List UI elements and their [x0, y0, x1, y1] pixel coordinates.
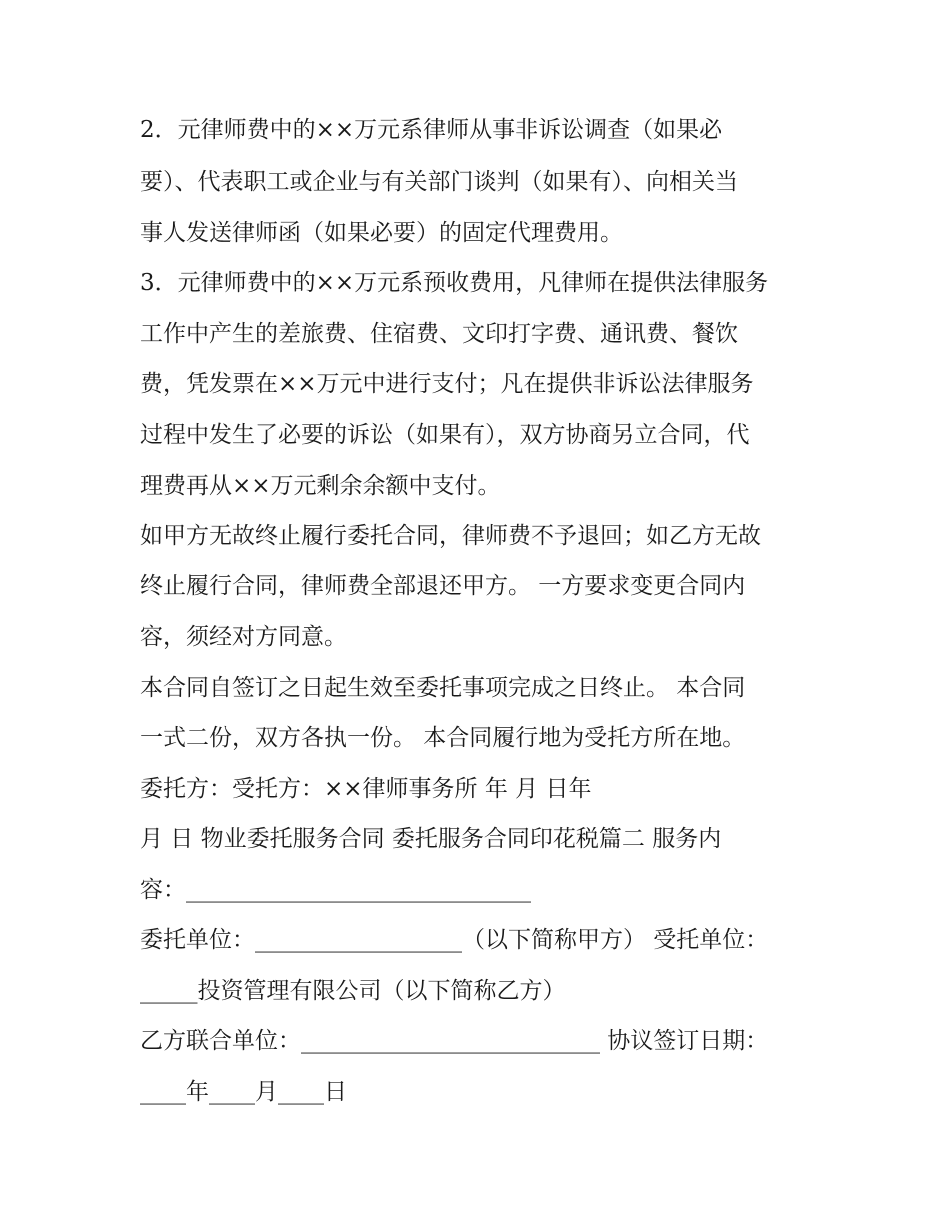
paragraph-line: 月 日 物业委托服务合同 委托服务合同印花税篇二 服务内 [140, 826, 722, 852]
paragraph-line: 容：______________________________ [140, 877, 531, 903]
paragraph-line: 容，须经对方同意。 [140, 624, 347, 650]
paragraph-line: _____投资管理有限公司（以下简称乙方） [140, 978, 566, 1004]
paragraph-line: ____年____月____日 [140, 1079, 347, 1105]
paragraph-line: 事人发送律师函（如果必要）的固定代理费用。 [140, 220, 623, 246]
paragraph-line: 工作中产生的差旅费、住宿费、文印打字费、通讯费、餐饮 [140, 321, 738, 347]
paragraph-line: 委托单位：__________________（以下简称甲方） 受托单位： [140, 927, 769, 953]
paragraph-line: 3．元律师费中的××万元系预收费用，凡律师在提供法律服务 [140, 270, 769, 296]
paragraph-line: 过程中发生了必要的诉讼（如果有），双方协商另立合同，代 [140, 422, 750, 448]
paragraph-line: 委托方：受托方：××律师事务所 年 月 日年 [140, 776, 592, 802]
paragraph-line: 费，凭发票在××万元中进行支付；凡在提供非诉讼法律服务 [140, 371, 754, 397]
paragraph-line: 乙方联合单位：__________________________ 协议签订日期： [140, 1028, 769, 1054]
paragraph-line: 终止履行合同，律师费全部退还甲方。 一方要求变更合同内 [140, 573, 746, 599]
paragraph-line: 要）、代表职工或企业与有关部门谈判（如果有）、向相关当 [140, 169, 738, 195]
paragraph-line: 2．元律师费中的××万元系律师从事非诉讼调查（如果必 [140, 117, 723, 143]
paragraph-line: 如甲方无故终止履行委托合同，律师费不予退回；如乙方无故 [140, 523, 761, 549]
paragraph-line: 一式二份，双方各执一份。 本合同履行地为受托方所在地。 [140, 725, 746, 751]
paragraph-line: 理费再从××万元剩余余额中支付。 [140, 473, 501, 499]
paragraph-line: 本合同自签订之日起生效至委托事项完成之日终止。 本合同 [140, 675, 746, 701]
